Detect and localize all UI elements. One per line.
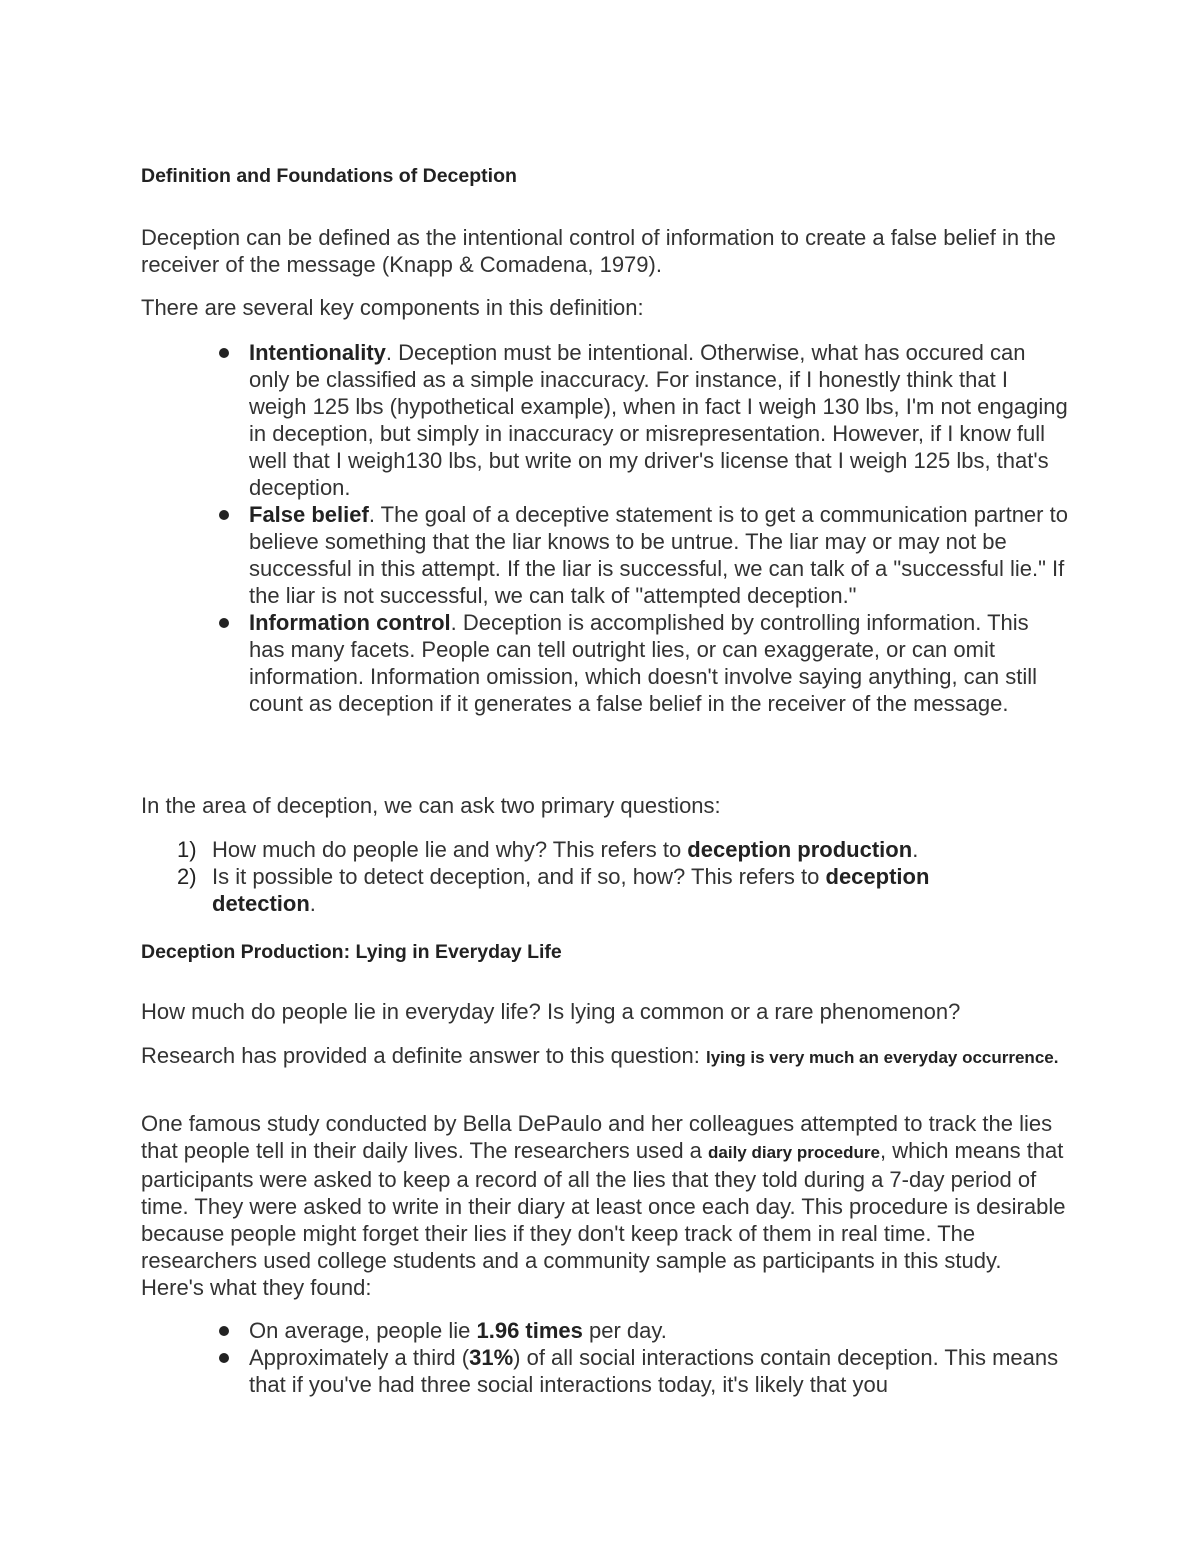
section-heading-definition: Definition and Foundations of Deception xyxy=(141,165,517,187)
list-item-intentionality xyxy=(141,339,1069,501)
term-information-control: Information control xyxy=(249,610,451,635)
list-item-false-belief xyxy=(141,501,1069,609)
answer-lead: Research has provided a definite answer to this question: xyxy=(141,1043,706,1068)
list-number: 1) xyxy=(177,837,197,862)
question-2-text: Is it possible to detect deception, and if so, how? This refers to xyxy=(212,864,826,889)
finding-2-bold: 31% xyxy=(469,1345,514,1370)
finding-1-pre: On average, people lie xyxy=(249,1318,477,1343)
finding-2-pre: Approximately a third ( xyxy=(249,1345,470,1370)
finding-2-post: ) of all social interactions contain deception. This means that if you've had three social interactions today, it's likely that you xyxy=(249,1345,1059,1397)
list-item-question-2 xyxy=(141,863,992,917)
everyday-question: How much do people lie in everyday life? Is lying a common or a rare phenomenon? xyxy=(141,999,961,1024)
components-intro: There are several key components in this definition: xyxy=(141,295,644,320)
text-false-belief: . The goal of a deceptive statement is to get a communication partner to believe something that the liar knows to be untrue. The liar may or may not be successful in this attempt. If the liar is successful, we can talk of a "successful lie." If the liar is not successful, we can talk of "attempted deception." xyxy=(249,502,1068,608)
finding-1-post: per day. xyxy=(582,1318,667,1343)
question-1-term: deception production xyxy=(687,837,913,862)
study-bold: daily diary procedure xyxy=(708,1143,880,1162)
components-list xyxy=(141,339,1069,717)
question-2-term: deception detection xyxy=(212,864,930,916)
definition-paragraph: Deception can be defined as the intentional control of information to create a false belief in the receiver of the message (Knapp & Comadena, 1979). xyxy=(141,225,1056,277)
findings-list xyxy=(141,1317,1069,1398)
question-1-text: How much do people lie and why? This refers to xyxy=(212,837,688,862)
text-intentionality: . Deception must be intentional. Otherwise, what has occured can only be classified as a simple inaccuracy. For instance, if I honestly think that I weigh 125 lbs (hypothetical example), when in fact I weigh 130 lbs, I'm not engaging in deception, but simply in inaccuracy or misrepresentation. However, if I know full well that I weigh130 lbs, but write on my driver's license that I weigh 125 lbs, that's deception. xyxy=(249,340,1068,500)
term-false-belief: False belief xyxy=(249,502,369,527)
bullet-icon xyxy=(219,348,229,358)
list-item-finding-1 xyxy=(141,1317,1069,1344)
study-paragraph xyxy=(141,1110,1066,1301)
study-rest: , which means that participants were asked to keep a record of all the lies that they told during a 7-day period of time. They were asked to write in their diary at least once each day. This procedure is desirable because people might forget their lies if they don't keep track of them in real time. The researchers used college students and a community sample as participants in this study. Here's what they found: xyxy=(141,1138,1066,1300)
answer-bold: lying is very much an everyday occurrence. xyxy=(706,1048,1059,1067)
text-information-control: . Deception is accomplished by controlling information. This has many facets. People can tell outright lies, or can exaggerate, or can omit information. Information omission, which doesn't involve saying anything, can still count as deception if it generates a false belief in the receiver of the message. xyxy=(249,610,1038,716)
term-intentionality: Intentionality xyxy=(249,340,386,365)
finding-1-bold: 1.96 times xyxy=(476,1318,583,1343)
study-lead: One famous study conducted by Bella DePaulo and her colleagues attempted to track the lies that people tell in their daily lives. The researchers used a xyxy=(141,1111,1053,1163)
list-number: 2) xyxy=(177,864,197,889)
bullet-icon xyxy=(219,1353,229,1363)
bullet-icon xyxy=(219,618,229,628)
list-item-finding-2 xyxy=(141,1344,1069,1398)
list-item-information-control xyxy=(141,609,1069,717)
answer-paragraph xyxy=(141,1042,1066,1071)
question-2-end: . xyxy=(309,891,316,916)
bullet-icon xyxy=(219,510,229,520)
bullet-icon xyxy=(219,1326,229,1336)
section-heading-production: Deception Production: Lying in Everyday Life xyxy=(141,941,562,963)
questions-list xyxy=(141,836,992,917)
questions-intro: In the area of deception, we can ask two primary questions: xyxy=(141,793,721,818)
list-item-question-1 xyxy=(141,836,992,863)
question-1-end: . xyxy=(912,837,919,862)
